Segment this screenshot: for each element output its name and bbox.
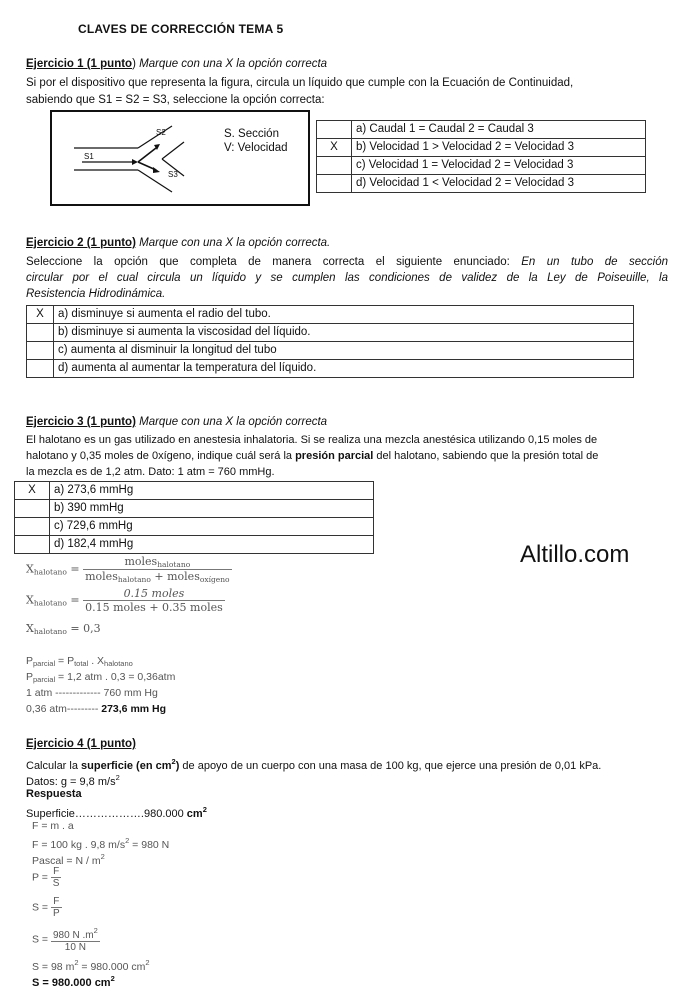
ex4-w3-a: Pascal = N / m (32, 855, 101, 867)
ex2-option-mark[interactable]: X (27, 306, 54, 324)
ex2-statement-line1 (26, 254, 668, 270)
ex3-p2-p-sub: parcial (33, 675, 56, 684)
ex1-option-row (317, 157, 646, 175)
ex4-w7-a: S = 98 m (32, 961, 75, 973)
ex3-option-mark[interactable] (15, 500, 50, 518)
ex1-option-text: d) Velocidad 1 < Velocidad 2 = Velocidad 3 (352, 175, 646, 193)
ex4-line1-sup: 2 (171, 757, 176, 766)
ex3-frac1-den-b: moles (167, 570, 200, 583)
ex4-w2-sup: 2 (125, 836, 130, 845)
ex4-w8-sup: 2 (110, 974, 115, 983)
ex4-w2-a: F = 100 kg . 9,8 m/s (32, 839, 126, 851)
ex4-line1-close: ) (175, 760, 180, 772)
ex2-statement-italic: En un tubo de sección (521, 256, 668, 268)
ex1-option-row (317, 175, 646, 193)
ex4-work-conversion (32, 958, 150, 973)
ex4-work-pascal (32, 852, 105, 867)
ex4-answer-heading: Respuesta (26, 788, 82, 800)
ex1-option-mark[interactable] (317, 175, 352, 193)
ex2-option-row (27, 324, 634, 342)
ex3-x-symbol-3: X (26, 622, 34, 635)
ex3-partial-formula (26, 655, 133, 668)
document-title: CLAVES DE CORRECCIÓN TEMA 5 (78, 22, 284, 36)
ex2-option-row (27, 342, 634, 360)
ex3-option-row (15, 518, 374, 536)
ex4-w5-num: F (51, 896, 62, 908)
ex2-option-row (27, 360, 634, 378)
ex1-option-mark[interactable] (317, 157, 352, 175)
ex2-options-table (26, 305, 634, 378)
ex1-option-mark[interactable]: X (317, 139, 352, 157)
ex4-w3-sup: 2 (100, 852, 105, 861)
ex2-option-text: d) aumenta al aumentar la temperatura del líquido. (54, 360, 634, 378)
ex4-line1-unit: (en cm (133, 760, 172, 772)
ex3-option-mark[interactable]: X (15, 482, 50, 500)
ex2-option-mark[interactable] (27, 324, 54, 342)
ex3-frac2-num: 0.15 moles (83, 587, 225, 601)
ex1-option-mark[interactable] (317, 121, 352, 139)
ex4-data-text: Datos: g = 9,8 m/s (26, 776, 116, 788)
ex4-w6-den: 10 N (64, 942, 86, 953)
ex3-option-text: c) 729,6 mmHg (50, 518, 374, 536)
ex4-w7-b: = 980.000 cm (78, 961, 146, 973)
ex1-statement-line2: sabiendo que S1 = S2 = S3, seleccione la opción correcta: (26, 94, 325, 106)
ex1-heading-paren: ) (132, 58, 136, 70)
ex2-heading (26, 237, 330, 249)
ex3-fraction-2 (26, 587, 225, 614)
ex2-statement-line3: Resistencia Hidrodinámica. (26, 288, 166, 300)
ex3-heading-bold: Ejercicio 3 (1 punto) (26, 416, 136, 428)
ex4-heading-bold: Ejercicio 4 (1 punto) (26, 738, 136, 750)
ex4-w5-frac (51, 896, 62, 919)
ex3-heading-instruction: Marque con una X la opción correcta (135, 416, 328, 428)
ex3-frac1-den-a: moles (85, 570, 118, 583)
ex1-figure-label-s1: S1 (84, 152, 94, 161)
ex3-p1-mid: = P (55, 655, 75, 667)
ex4-statement-line1 (26, 754, 686, 774)
ex3-option-row (15, 536, 374, 554)
ex3-statement-line2-a: halotano y 0,35 moles de 0xígeno, indique cuál será la (26, 450, 296, 462)
ex3-p1-x-sub: halotano (104, 659, 133, 668)
ex3-x-value: = 0,3 (70, 622, 101, 635)
ex1-options-table (316, 120, 646, 193)
ex4-w5-lhs: S = (32, 901, 49, 914)
ex2-heading-instruction: Marque con una X la opción correcta. (135, 237, 331, 249)
ex3-option-text: b) 390 mmHg (50, 500, 374, 518)
site-watermark: Altillo.com (520, 541, 630, 568)
ex1-option-text: a) Caudal 1 = Caudal 2 = Caudal 3 (352, 121, 646, 139)
ex3-statement-line3: la mezcla es de 1,2 atm. Dato: 1 atm = 760 mmHg. (26, 466, 275, 478)
ex3-option-text: d) 182,4 mmHg (50, 536, 374, 554)
ex3-p1-p: P (26, 655, 34, 667)
ex1-option-row (317, 121, 646, 139)
ex1-figure-legend-velocity: V: Velocidad (224, 142, 288, 154)
ex4-answer-line (26, 802, 207, 822)
ex4-w6-num: 980 N .m (52, 930, 94, 941)
ex3-p1-dot: . X (88, 655, 105, 667)
ex4-w4-frac (51, 866, 62, 889)
ex1-option-row (317, 139, 646, 157)
ex4-work-force-formula: F = m . a (32, 820, 74, 832)
ex2-option-row (27, 306, 634, 324)
ex3-equals-2: = (70, 593, 80, 607)
ex3-statement-line2-bold: presión parcial (295, 450, 374, 462)
ex2-heading-bold: Ejercicio 2 (1 punto) (26, 237, 136, 249)
ex4-line1-a: Calcular la (26, 760, 82, 772)
ex3-statement-line2 (26, 448, 676, 464)
ex1-figure-label-s3: S3 (168, 170, 178, 179)
ex4-w5-den: P (52, 908, 60, 919)
ex3-x-sub: halotano (33, 567, 67, 577)
ex3-frac-moles (83, 555, 231, 584)
ex1-figure-legend-section: S. Sección (224, 128, 279, 140)
ex3-heading (26, 416, 327, 428)
ex3-statement-line1: El halotano es un gas utilizado en anestesia inhalatoria. Si se realiza una mezcla anestésica utilizando 0,15 moles de (26, 434, 598, 446)
ex3-conversion-line1: 1 atm ------------- 760 mm Hg (26, 687, 158, 699)
ex3-option-mark[interactable] (15, 536, 50, 554)
ex1-heading (26, 58, 327, 70)
ex3-p2-rest: = 1,2 atm . 0,3 = 0,36atm (55, 671, 176, 683)
ex3-option-text: a) 273,6 mmHg (50, 482, 374, 500)
ex2-option-text: a) disminuye si aumenta el radio del tubo. (54, 306, 634, 324)
ex4-w6-num-sup: 2 (93, 926, 98, 935)
ex1-heading-instruction: Marque con una X la opción correcta (135, 58, 328, 70)
ex4-data-sup: 2 (115, 773, 120, 782)
ex4-answer-text: Superficie……………….980.000 (26, 808, 187, 820)
ex4-w6-frac (51, 926, 100, 953)
ex3-frac1-den-a-sub: halotano (117, 575, 151, 584)
ex3-options-table (14, 481, 374, 554)
ex4-w4-den: S (52, 878, 60, 889)
ex3-fraction-result (26, 622, 101, 636)
ex3-option-row (15, 482, 374, 500)
ex4-answer-unit: cm (186, 808, 203, 820)
ex3-frac-values (83, 587, 225, 614)
ex4-line1-bold: superficie (81, 760, 133, 772)
ex2-option-mark[interactable] (27, 342, 54, 360)
ex4-w7-sup2: 2 (145, 958, 150, 967)
ex1-heading-bold: Ejercicio 1 (1 punto (26, 58, 133, 70)
ex3-frac1-den-b-sub: oxígeno (199, 575, 230, 584)
ex3-x-symbol-2: X (26, 593, 34, 607)
ex4-w2-b: = 980 N (129, 839, 170, 851)
ex4-work-force-calc (32, 836, 169, 851)
ex1-statement-line1: Si por el dispositivo que representa la figura, circula un líquido que cumple con la Ecuación de Continuidad, (26, 77, 574, 89)
ex1-option-text: b) Velocidad 1 > Velocidad 2 = Velocidad 3 (352, 139, 646, 157)
ex4-line1-end: de apoyo de un cuerpo con una masa de 100 kg, que ejerce una presión de 0,01 kPa. (179, 760, 602, 772)
ex2-statement-line2: circular por el cual circula un líquido y se cumplen las condiciones de validez de la Ley de Poiseuille, la (26, 272, 668, 284)
ex3-fraction-1 (26, 555, 232, 584)
ex3-conversion-line2 (26, 703, 166, 715)
ex3-p1-total-sub: total (74, 659, 89, 668)
ex3-option-row (15, 500, 374, 518)
ex3-p1-p-sub: parcial (33, 659, 56, 668)
ex3-frac1-num-sub: halotano (157, 560, 191, 569)
ex4-answer-unit-sup: 2 (202, 805, 207, 814)
ex4-work-pressure-formula (32, 866, 61, 889)
ex3-p2-p: P (26, 671, 34, 683)
ex4-heading (26, 738, 136, 750)
ex4-w8-a: S = 980.000 cm (32, 977, 111, 989)
ex1-option-text: c) Velocidad 1 = Velocidad 2 = Velocidad 3 (352, 157, 646, 175)
ex3-partial-calc (26, 671, 175, 684)
ex4-work-surface-values (32, 926, 100, 953)
ex3-conversion-lhs: 0,36 atm--------- (26, 703, 102, 715)
ex3-conversion-result: 273,6 mm Hg (101, 703, 167, 715)
ex2-option-text: c) aumenta al disminuir la longitud del tubo (54, 342, 634, 360)
ex2-option-mark[interactable] (27, 360, 54, 378)
ex1-figure (50, 110, 310, 206)
ex3-x-symbol: X (26, 562, 34, 576)
ex4-w4-num: F (51, 866, 62, 878)
ex3-x-sub-3: halotano (33, 627, 67, 636)
ex4-w7-sup: 2 (74, 958, 79, 967)
ex3-x-sub-2: halotano (33, 598, 67, 608)
ex3-frac1-num: moles (124, 555, 158, 568)
ex4-w6-lhs: S = (32, 933, 49, 946)
ex4-final-answer (32, 974, 115, 989)
ex1-figure-label-s2: S2 (156, 128, 166, 137)
ex2-statement-normal: Seleccione la opción que completa de manera correcta el siguiente enunciado: (26, 256, 522, 268)
ex3-equals: = (70, 562, 80, 576)
ex2-option-text: b) disminuye si aumenta la viscosidad del líquido. (54, 324, 634, 342)
ex3-frac1-plus: + (150, 570, 168, 583)
ex4-w4-lhs: P = (32, 871, 48, 884)
ex3-option-mark[interactable] (15, 518, 50, 536)
ex4-work-surface-formula (32, 896, 62, 919)
ex3-statement-line2-end: del halotano, sabiendo que la presión total de (373, 450, 599, 462)
ex3-frac2-den: 0.15 moles + 0.35 moles (85, 601, 223, 614)
